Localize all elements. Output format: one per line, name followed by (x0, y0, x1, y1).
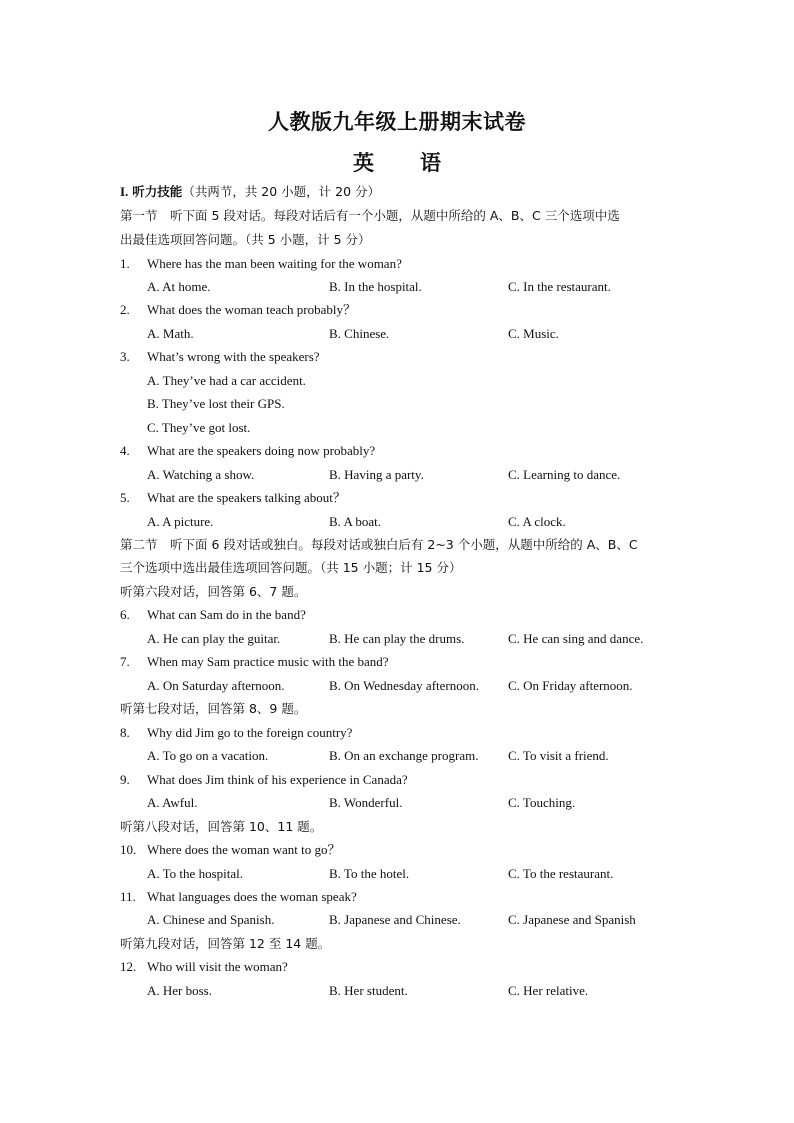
dialogue-7-instruction: 听第七段对话，回答第 8、9 题。 (120, 701, 307, 716)
question-1 (120, 255, 402, 273)
part-title: 听力技能 (132, 184, 183, 199)
option-b: B. They’ve lost their GPS. (147, 396, 285, 411)
question-text: When may Sam practice music with the band? (147, 654, 389, 669)
page-title: 人教版九年级上册期末试卷 (268, 110, 526, 134)
option-c: C. A clock. (508, 514, 566, 529)
section2-instruction-line1: 第二节 听下面 6 段对话或独白。每段对话或独白后有 2~3 个小题，从题中所给的 A、B、C (120, 537, 638, 552)
question-2 (120, 301, 356, 319)
part-label: I. (120, 184, 129, 199)
option-c: C. To visit a friend. (508, 748, 609, 763)
question-text: What’s wrong with the speakers? (147, 349, 320, 364)
question-number: 11. (120, 889, 136, 904)
question-7 (120, 653, 389, 671)
question-number: 5. (120, 490, 130, 505)
option-a: A. A picture. (147, 514, 214, 529)
option-c: C. Music. (508, 326, 559, 341)
option-b: B. A boat. (329, 514, 382, 529)
part-note: （共两节，共 20 小题，计 20 分） (182, 184, 381, 199)
option-a: A. To the hospital. (147, 866, 243, 881)
question-text: What does the woman teach probably？ (147, 302, 357, 317)
subject-title (0, 147, 794, 177)
option-a: A. Watching a show. (147, 467, 255, 482)
question-3 (120, 348, 320, 366)
question-number: 3. (120, 349, 130, 364)
question-10 (120, 841, 341, 859)
option-b: B. Wonderful. (329, 795, 403, 810)
dialogue-6-instruction: 听第六段对话，回答第 6、7 题。 (120, 584, 307, 599)
option-b: B. Having a party. (329, 467, 424, 482)
question-text: What are the speakers doing now probably? (147, 443, 376, 458)
option-b: B. Her student. (329, 983, 408, 998)
option-c: C. Learning to dance. (508, 467, 621, 482)
option-b: B. In the hospital. (329, 279, 422, 294)
option-b: B. To the hotel. (329, 866, 410, 881)
option-c: C. Japanese and Spanish (508, 912, 636, 927)
option-b: B. Chinese. (329, 326, 390, 341)
option-a: A. Math. (147, 326, 194, 341)
question-text: What languages does the woman speak? (147, 889, 357, 904)
section1-instruction-line2: 出最佳选项回答问题。（共 5 小题，计 5 分） (120, 232, 371, 247)
part-heading (120, 183, 380, 201)
question-number: 12. (120, 959, 137, 974)
question-number: 4. (120, 443, 130, 458)
option-a: A. Awful. (147, 795, 198, 810)
question-text: Why did Jim go to the foreign country? (147, 725, 353, 740)
question-number: 10. (120, 842, 137, 857)
question-9 (120, 771, 408, 789)
question-8 (120, 724, 352, 742)
option-a: A. Chinese and Spanish. (147, 912, 275, 927)
option-a: A. They’ve had a car accident. (147, 373, 306, 388)
option-a: A. To go on a vacation. (147, 748, 269, 763)
question-text: Where does the woman want to go？ (147, 842, 341, 857)
question-6 (120, 606, 306, 624)
option-b: B. On Wednesday afternoon. (329, 678, 479, 693)
question-text: What are the speakers talking about？ (147, 490, 346, 505)
question-12 (120, 958, 288, 976)
question-4 (120, 442, 375, 460)
option-c: C. Touching. (508, 795, 576, 810)
option-a: A. Her boss. (147, 983, 212, 998)
question-number: 8. (120, 725, 130, 740)
option-b: B. On an exchange program. (329, 748, 479, 763)
option-b: B. Japanese and Chinese. (329, 912, 461, 927)
dialogue-8-instruction: 听第八段对话，回答第 10、11 题。 (120, 819, 323, 834)
subject-char-1: 英 (353, 151, 374, 175)
option-c: C. To the restaurant. (508, 866, 614, 881)
question-number: 1. (120, 256, 130, 271)
option-b: B. He can play the drums. (329, 631, 465, 646)
option-a: A. On Saturday afternoon. (147, 678, 285, 693)
question-number: 7. (120, 654, 130, 669)
question-5 (120, 489, 346, 507)
question-text: Who will visit the woman? (147, 959, 288, 974)
subject-char-2: 语 (420, 151, 441, 175)
question-text: What does Jim think of his experience in Canada? (147, 772, 408, 787)
option-a: A. He can play the guitar. (147, 631, 281, 646)
option-c: C. He can sing and dance. (508, 631, 644, 646)
option-c: C. On Friday afternoon. (508, 678, 633, 693)
section1-instruction-line1: 第一节 听下面 5 段对话。每段对话后有一个小题，从题中所给的 A、B、C 三个选项中选 (120, 208, 620, 223)
option-c: C. They’ve got lost. (147, 420, 251, 435)
option-c: C. In the restaurant. (508, 279, 611, 294)
question-number: 9. (120, 772, 130, 787)
question-number: 6. (120, 607, 130, 622)
option-c: C. Her relative. (508, 983, 589, 998)
question-number: 2. (120, 302, 130, 317)
option-a: A. At home. (147, 279, 211, 294)
question-text: What can Sam do in the band? (147, 607, 306, 622)
dialogue-9-instruction: 听第九段对话，回答第 12 至 14 题。 (120, 936, 331, 951)
section2-instruction-line2: 三个选项中选出最佳选项回答问题。（共 15 小题；计 15 分） (120, 560, 462, 575)
question-text: Where has the man been waiting for the woman? (147, 256, 402, 271)
question-11 (120, 888, 357, 906)
